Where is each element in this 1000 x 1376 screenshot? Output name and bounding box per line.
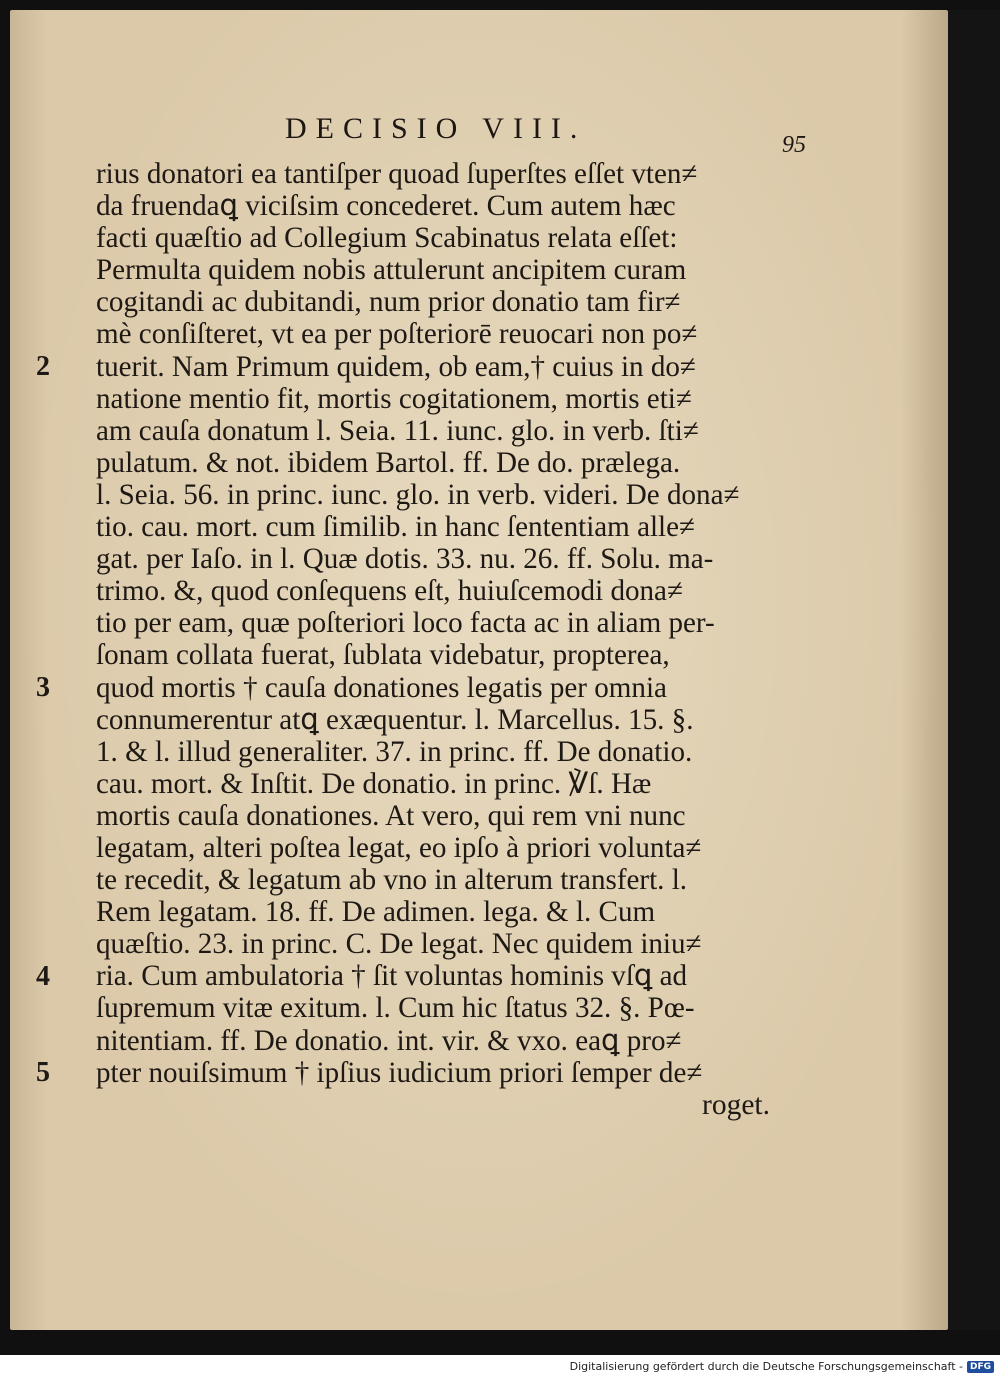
text-line: roget.	[702, 1088, 770, 1121]
text-line: te recedit, & legatum ab vno in alterum transfert. l.	[96, 864, 688, 897]
text-line: quod mortis † cauſa donationes legatis per omnia	[96, 671, 667, 704]
text-line: Permulta quidem nobis attulerunt ancipitem curam	[96, 254, 687, 287]
digitization-footer	[570, 1360, 994, 1373]
text-line: tuerit. Nam Primum quidem, ob eam,† cuius in do≠	[96, 350, 696, 383]
text-line: natione mentio fit, mortis cogitationem, mortis eti≠	[96, 382, 692, 415]
text-line: am cauſa donatum l. Seia. 11. iunc. glo. in verb. ſti≠	[96, 414, 699, 447]
text-line: gat. per Iaſo. in l. Quæ dotis. 33. nu. 26. ff. Solu. ma-	[96, 543, 714, 576]
scan-edge	[948, 10, 1000, 1330]
text-line: ſonam collata fuerat, ſublata videbatur, propterea,	[96, 639, 670, 672]
text-line: rius donatori ea tantiſper quoad ſuperſtes eſſet vten≠	[96, 158, 698, 190]
text-line: da fruendaꝗ viciſsim concederet. Cum autem hæc	[96, 190, 676, 223]
margin-number: 2	[36, 350, 50, 382]
text-line: nitentiam. ff. De donatio. int. vir. & vxo. eaꝗ pro≠	[96, 1024, 682, 1057]
text-line: facti quæſtio ad Collegium Scabinatus relata eſſet:	[96, 222, 678, 255]
text-line: trimo. &, quod conſequens eſt, huiuſcemodi dona≠	[96, 575, 683, 608]
text-line: cogitandi ac dubitandi, num prior donatio tam fir≠	[96, 286, 681, 319]
body-text	[96, 158, 796, 1121]
text-line: tio per eam, quæ poſteriori loco facta ac in aliam per-	[96, 607, 715, 640]
text-line: mè conſiſteret, vt ea per poſteriorē reuocari non po≠	[96, 318, 698, 351]
page-number: 95	[782, 132, 806, 158]
footer-text: Digitalisierung gefördert durch die Deutsche Forschungsgemeinschaft -	[569, 1360, 963, 1373]
text-line: tio. cau. mort. cum ſimilib. in hanc ſententiam alle≠	[96, 511, 696, 544]
text-line: ria. Cum ambulatoria † ſit voluntas hominis vſꝗ ad	[96, 960, 688, 993]
text-line: Rem legatam. 18. ff. De adimen. lega. & l. Cum	[96, 896, 656, 929]
text-line: pulatum. & not. ibidem Bartol. ff. De do. prælega.	[96, 446, 681, 479]
dfg-logo: DFG	[967, 1361, 994, 1373]
text-line: 1. & l. illud generaliter. 37. in princ. ff. De donatio.	[96, 735, 693, 768]
text-line: ſupremum vitæ exitum. l. Cum hic ſtatus 32. §. Pœ-	[96, 992, 695, 1025]
text-line: l. Seia. 56. in princ. iunc. glo. in verb. videri. De dona≠	[96, 478, 740, 511]
text-line: mortis cauſa donationes. At vero, qui rem vni nunc	[96, 799, 686, 832]
text-line: cau. mort. & Inſtit. De donatio. in princ. ℣ſ. Hæ	[96, 767, 652, 800]
text-line: connumerentur atꝗ exæquentur. l. Marcellus. 15. §.	[96, 703, 694, 736]
text-line: pter nouiſsimum † ipſius iudicium priori ſemper de≠	[96, 1056, 703, 1089]
running-head: DECISIO VIII.	[285, 112, 587, 145]
margin-number: 3	[36, 671, 50, 703]
margin-number: 4	[36, 960, 50, 992]
margin-number: 5	[36, 1056, 50, 1088]
text-line: quæſtio. 23. in princ. C. De legat. Nec quidem iniu≠	[96, 928, 702, 961]
text-line: legatam, alteri poſtea legat, eo ipſo à priori volunta≠	[96, 831, 702, 864]
